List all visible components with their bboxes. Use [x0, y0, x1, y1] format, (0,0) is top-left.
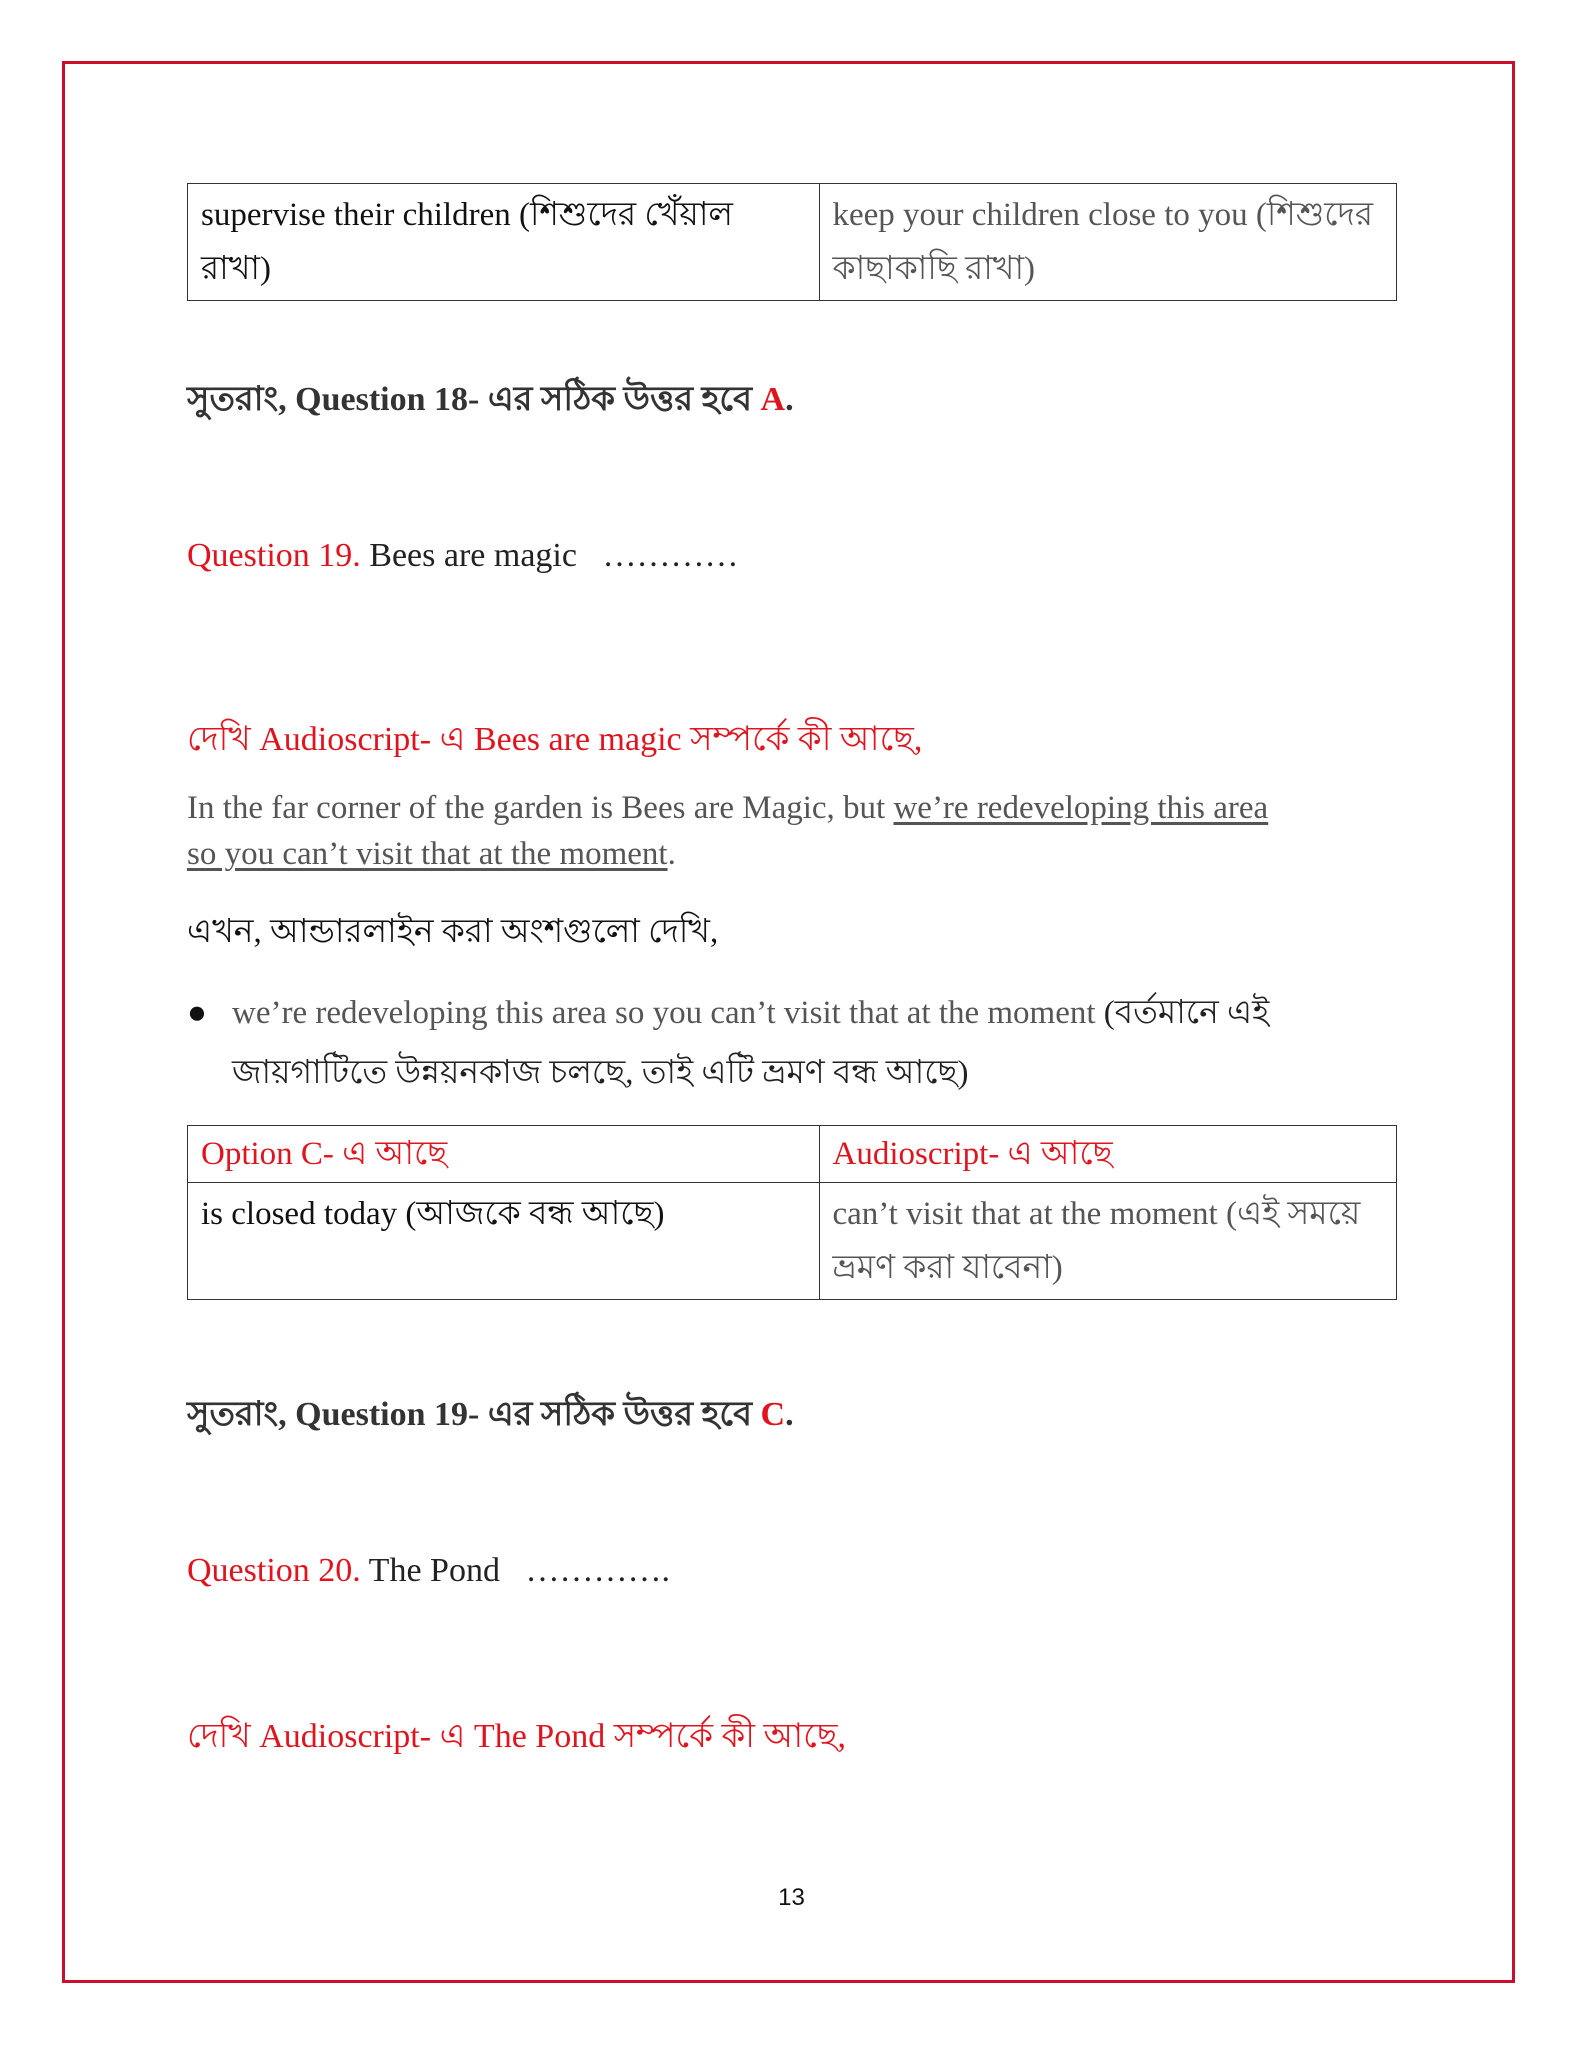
question-19	[187, 537, 1397, 575]
answer-letter: A	[760, 381, 786, 418]
table-header-row	[188, 1126, 1397, 1183]
page-number: 13	[778, 1884, 805, 1911]
summary-punct: .	[785, 381, 794, 418]
table-header-cell: Option C- এ আছে	[188, 1126, 820, 1183]
excerpt-punct: .	[667, 836, 676, 872]
summary-text: সুতরাং, Question 18- এর সঠিক উত্তর হবে	[187, 381, 761, 418]
underlined-phrase: so you can’t visit that at the moment	[187, 836, 668, 872]
bullet-bangla-cont: জায়গাটিতে উন্নয়নকাজ চলছে, তাই এটি ভ্রমণ বন্ধ আছে)	[232, 1055, 969, 1091]
table-header-cell: Audioscript- এ আছে	[819, 1126, 1397, 1183]
comparison-table-18	[187, 183, 1397, 301]
question-text: Bees are magic …………	[369, 537, 739, 574]
underlined-phrase: we’re redeveloping this area	[893, 790, 1269, 826]
answer-letter: C	[760, 1396, 786, 1433]
bullet-bangla: (বর্তমানে এই	[1103, 995, 1270, 1031]
underline-note: এখন, আন্ডারলাইন করা অংশগুলো দেখি,	[187, 914, 719, 950]
question-text: The Pond ………….	[368, 1552, 670, 1589]
answer-summary-19	[187, 1388, 1397, 1445]
answer-summary-18	[187, 373, 1397, 430]
table-row	[188, 184, 1397, 301]
bullet-english: we’re redeveloping this area so you can’t visit that at the moment	[232, 995, 1104, 1031]
audioscript-heading-19: দেখি Audioscript- এ Bees are magic সম্পর্কে কী আছে,	[187, 721, 923, 758]
bullet-item	[187, 983, 1397, 1103]
audioscript-excerpt-19	[187, 785, 1397, 877]
bullet-icon: ●	[187, 995, 207, 1031]
table-row	[188, 1183, 1397, 1300]
audioscript-heading-20: দেখি Audioscript- এ The Pond সম্পর্কে কী আছে,	[187, 1718, 846, 1755]
excerpt-text: In the far corner of the garden is Bees are Magic, but	[187, 790, 894, 826]
table-cell: keep your children close to you (শিশুদের কাছাকাছি রাখা)	[819, 184, 1397, 301]
summary-text: সুতরাং, Question 19- এর সঠিক উত্তর হবে	[187, 1396, 761, 1433]
table-cell: is closed today (আজকে বন্ধ আছে)	[188, 1183, 820, 1300]
question-label: Question 20.	[187, 1552, 361, 1589]
table-cell: can’t visit that at the moment (এই সময়ে ভ্রমণ করা যাবেনা)	[819, 1183, 1397, 1300]
table-cell: supervise their children (শিশুদের খেঁয়াল রাখা)	[188, 184, 820, 301]
summary-punct: .	[785, 1396, 794, 1433]
question-label: Question 19.	[187, 537, 361, 574]
comparison-table-19	[187, 1125, 1397, 1300]
question-20	[187, 1552, 1397, 1590]
